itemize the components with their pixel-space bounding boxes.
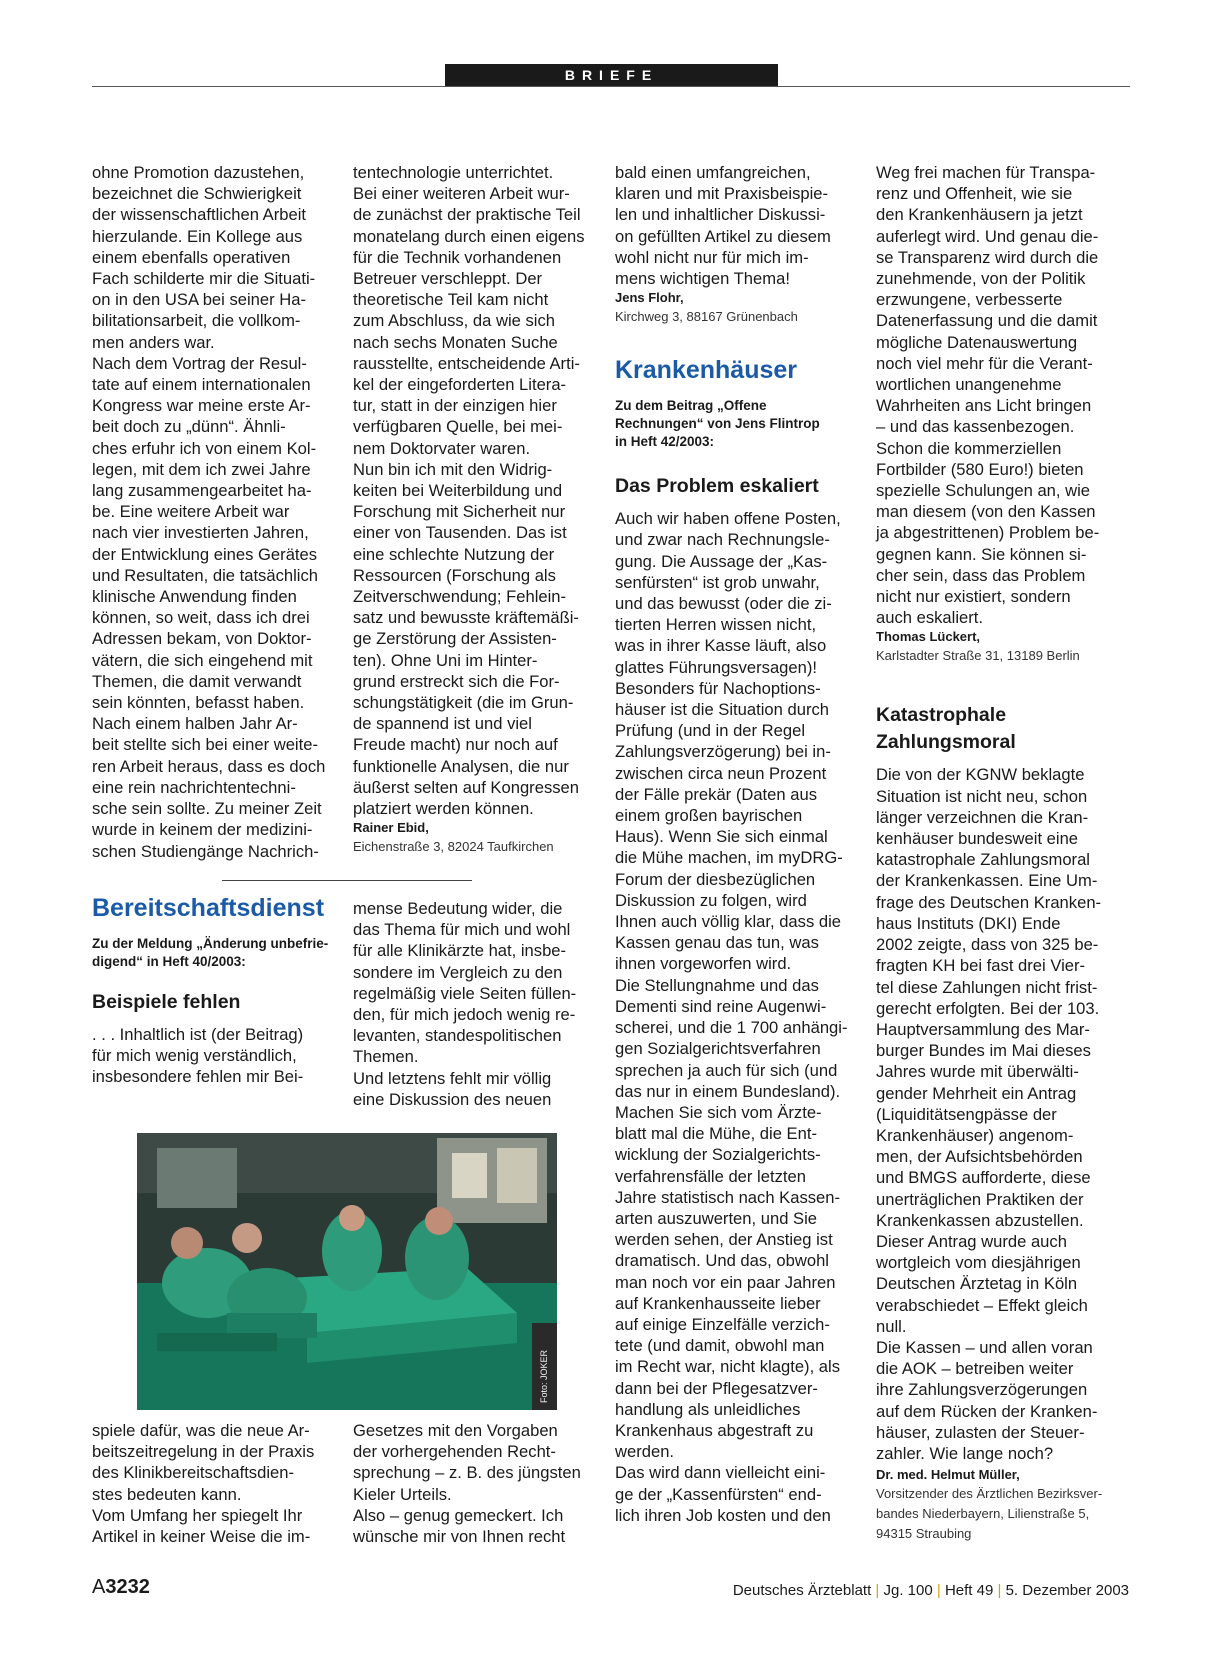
footer-separator: |	[875, 1582, 880, 1599]
signature-address: Eichenstraße 3, 82024 Taufkirchen	[353, 839, 554, 855]
col1-text: ohne Promotion dazustehen, bezeichnet die Schwierigkeit der wissenschaftlichen Arbeit hierzulande. Ein Kollege aus einem ebenfalls operativen Fach schilderte mir die Situati- on in den USA bei seiner Ha- bilitationsarbeit, die vollkom- men anders war. Nach dem Vortrag der Resul- tate auf einem internationalen Kongress war meine erste Ar- beit doch zu „dünn“. Ähnli- ches erfuhr ich von einem Kol- legen, mit dem ich zwei Jahre lang zusammengearbeitet ha- be. Eine weitere Arbeit war nach vier investierten Jahren, der Entwicklung eines Gerätes und Resultaten, die tatsächlich klinische Anwendung finden können, so weit, dass ich drei Adressen bekam, von Doktor- vätern, die sich eingehend mit Themen, die damit verwandt sein könnten, befasst haben. Nach einem halben Jahr Ar- beit stellte sich bei einer weite- ren Arbeit heraus, dass es doch eine rein nachrichtentechni- sche sein sollte. Zu meiner Zeit wurde in keinem der medizini- schen Studiengänge Nachrich-	[92, 163, 326, 861]
photo-credit: Foto: JOKER	[539, 1349, 549, 1403]
col3-text: bald einen umfangreichen, klaren und mit Praxisbeispie- len und inhaltlicher Diskussi- on gefüllten Artikel zu diesem wohl nicht nur für mich im- mens wichtigen Thema!	[615, 163, 831, 289]
col3-block	[615, 162, 870, 1526]
article-text: Die von der KGNW beklagte Situation ist nicht neu, schon länger verzeichnen die Kran- kenhäuser bundesweit eine katastrophale Zahlungsmoral der Krankenkassen. Eine Um- frage des Deutschen Kranken- haus Instituts (DKI) Ende 2002 zeigte, dass von 325 be- fragten KH bei fast drei Vier- tel diese Zahlungen nicht frist- gerecht erfolgten. Bei der 103. Hauptversammlung des Mar- burger Bundes im Mai dieses Jahres wurde mit überwälti- gender Mehrheit ein Antrag (Liquiditätsengpässe der Krankenhäuser) angenom- men, der Aufsichtsbehörden und BMGS aufforderte, diese unerträglichen Praktiken der Krankenkassen abzustellen. Dieser Antrag wurde auch wortgleich vom diesjährigen Deutschen Ärztetag in Köln verabschiedet – Effekt gleich null. Die Kassen – und allen voran die AOK – betreiben weiter ihre Zahlungsverzögerungen auf dem Rücken der Kranken- häuser, zulasten der Steuer- zahler. Wie lange noch?	[876, 765, 1102, 1463]
section-label: BRIEFE	[445, 64, 778, 86]
article-intro: Zu dem Beitrag „Offene Rechnungen“ von Jens Flintrop in Heft 42/2003:	[615, 398, 820, 450]
col2-block	[353, 162, 603, 857]
signature-name: Dr. med. Helmut Müller,	[876, 1467, 1020, 1483]
article-subtitle: Das Problem eskaliert	[615, 475, 819, 498]
article-text: . . . Inhaltlich ist (der Beitrag) für mich wenig verständlich, insbesondere fehlen mir Bei-	[92, 1025, 304, 1087]
article-text: Auch wir haben offene Posten, und zwar nach Rechnungsle- gung. Die Aussage der „Kas- senfürsten“ ist grob unwahr, und das bewusst (oder die zi- tierten Herren wissen nicht, was in ihrer Kasse läuft, also glattes Führungsversagen)! Besonders für Nachoptions- häuser ist die Situation durch Prüfung (und in der Regel Zahlungsverzögerung) bei in- zwischen circa neun Prozent der Fälle prekär (Daten aus einem großen bayrischen Haus). Wenn Sie sich einmal die Mühe machen, im myDRG- Forum der diesbezüglichen Diskussion zu folgen, wird Ihnen auch völlig klar, dass die Kassen genau das tun, was ihnen vorgeworfen wird. Die Stellungnahme und das Dementi sind reine Augenwi- scherei, und die 1 700 anhängi- gen Sozialgerichtsverfahren sprechen ja auch für sich (und das nur in einem Bundesland). Machen Sie sich vom Ärzte- blatt mal die Mühe, die Ent- wicklung der Sozialgerichts- verfahrensfälle der letzten Jahre statistisch nach Kassen- arten auszuwerten, und Sie werden sehen, der Anstieg ist dramatisch. Und das, obwohl man noch vor ein paar Jahren auf Krankenhausseite lieber auf einige Einzelfälle verzich- tete (und damit, obwohl man im Recht war, nicht klagte), als dann bei der Pflegesatzver- handlung als unleidliches Krankenhaus abgestraft zu werden. Das wird dann vielleicht eini- ge der „Kassenfürsten“ end- lich ihren Job kosten und den	[615, 509, 848, 1525]
page-number	[92, 1576, 150, 1599]
signature-address: Kirchweg 3, 88167 Grünenbach	[615, 309, 798, 325]
header-rule	[92, 86, 1130, 87]
col4-text: Weg frei machen für Transpa- renz und Offenheit, wie sie den Krankenhäusern ja jetzt auferlegt wird. Und genau die- se Transparenz wird durch die zunehmende, von der Politik erzwungene, verbesserte Datenerfassung und die damit mögliche Datenauswertung noch viel mehr für die Verant- wortlichen unangenehme Wahrheiten ans Licht bringen – und das kassenbezogen. Schon die kommerziellen Fortbilder (580 Euro!) bieten spezielle Schulungen an, wie man diesem (von den Kassen ja abgestrittenen) Problem be- gegnen kann. Sie können si- cher sein, dass das Problem nicht nur existiert, sondern auch eskaliert.	[876, 163, 1100, 628]
footer-separator: |	[997, 1582, 1002, 1599]
page-number-value: 3232	[105, 1576, 150, 1598]
photo-surgeons	[137, 1133, 557, 1410]
article-text: spiele dafür, was die neue Ar- beitszeitregelung in der Praxis des Klinikbereitschaftsdien- stes bedeuten kann. Vom Umfang her spiegelt Ihr Artikel in keiner Weise die im-	[92, 1421, 315, 1547]
journal-name: Deutsches Ärzteblatt	[732, 1582, 872, 1599]
signature-name: Jens Flohr,	[615, 290, 684, 306]
article-title: Bereitschaftsdienst	[92, 894, 325, 922]
footer-separator: |	[936, 1582, 941, 1599]
article-subtitle: Beispiele fehlen	[92, 991, 241, 1013]
article-title: Krankenhäuser	[615, 356, 798, 385]
page-prefix: A	[92, 1576, 106, 1598]
bereitschaft-header	[92, 893, 342, 1088]
col2-text: tentechnologie unterrichtet. Bei einer weiteren Arbeit wur- de zunächst der praktische Teil monatelang durch einen eigens für die Technik vorhandenen Betreuer verschleppt. Der theoretische Teil kam nicht zum Abschluss, da wie sich nach sechs Monaten Suche rausstellte, entscheidende Arti- kel der eingeforderten Litera- tur, statt in der einzigen hier verfügbaren Quelle, bei mei- nem Doktorvater waren. Nun bin ich mit den Widrig- keiten bei Weiterbildung und Forschung mit Sicherheit nur einer von Tausenden. Das ist eine schlechte Nutzung der Ressourcen (Forschung als Zeitverschwendung; Fehlein- satz und bewusste kräftemäßi- ge Zerstörung der Assisten- ten). Ohne Uni im Hinter- grund erstreckt sich die For- schungstätigkeit (die im Grun- de spannend ist und viel Freude macht) nur noch auf funktionelle Analysen, die nur äußerst selten auf Kongressen platziert werden können.	[353, 163, 585, 819]
article-subtitle: Katastrophale Zahlungsmoral	[876, 704, 1016, 754]
journal-date: 5. Dezember 2003	[1005, 1582, 1129, 1599]
signature-name: Rainer Ebid,	[353, 820, 429, 836]
article-text: mense Bedeutung wider, die das Thema für mich und wohl für alle Klinikärzte hat, insbe- sondere im Vergleich zu den regelmäßig viele Seiten füllen- den, für mich jedoch wenig re- levanten, standespolitischen Themen. Und letztens fehlt mir völlig eine Diskussion des neuen	[353, 899, 577, 1109]
article-text: Gesetzes mit den Vorgaben der vorhergehenden Recht- sprechung – z. B. des jüngsten Kieler Urteils. Also – genug gemeckert. Ich wünsche mir von Ihnen recht	[353, 1421, 581, 1547]
article-divider	[222, 880, 472, 881]
footer-citation	[733, 1582, 1129, 1599]
photo-illustration	[137, 1133, 557, 1410]
journal-issue: Heft 49	[944, 1582, 994, 1599]
journal-volume: Jg. 100	[883, 1582, 933, 1599]
col4-block	[876, 162, 1131, 1544]
signature-name: Thomas Lückert,	[876, 629, 981, 645]
signature-address: Karlstadter Straße 31, 13189 Berlin	[876, 648, 1080, 664]
signature-address: Vorsitzender des Ärztlichen Bezirksver- bandes Niederbayern, Lilienstraße 5, 94315 Straubing	[876, 1486, 1103, 1542]
article-intro: Zu der Meldung „Änderung unbefrie- digend“ in Heft 40/2003:	[92, 936, 329, 969]
